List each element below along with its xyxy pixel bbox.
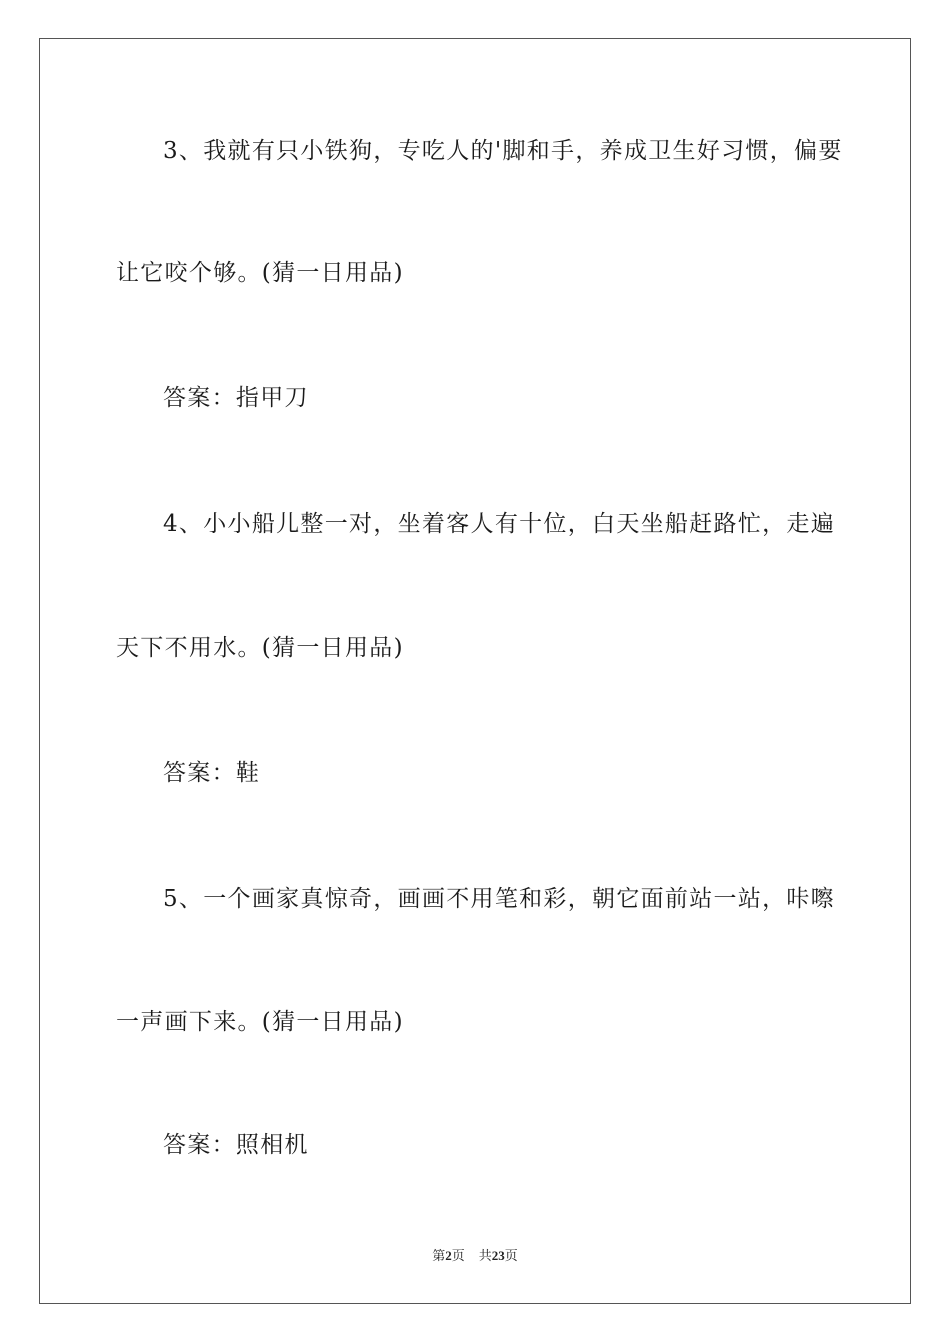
page-suffix: 页: [451, 1248, 465, 1263]
page-border: [39, 38, 911, 1304]
riddle-4-answer: 答案：鞋: [163, 760, 261, 786]
riddle-4-line-2: 天下不用水。(猜一日用品): [116, 635, 404, 661]
riddle-5-line-1: 5、一个画家真惊奇，画画不用笔和彩，朝它面前站一站，咔嚓: [163, 886, 836, 912]
page-prefix: 第: [432, 1248, 446, 1263]
total-pages: 23: [491, 1248, 505, 1263]
riddle-3-answer: 答案：指甲刀: [163, 385, 309, 411]
riddle-5-answer: 答案：照相机: [163, 1132, 309, 1158]
total-prefix: 共: [478, 1248, 492, 1263]
page-number: 2: [445, 1248, 452, 1263]
page-footer: [0, 1247, 950, 1265]
riddle-5-line-2: 一声画下来。(猜一日用品): [116, 1009, 404, 1035]
total-suffix: 页: [504, 1248, 518, 1263]
riddle-3-line-2: 让它咬个够。(猜一日用品): [116, 260, 404, 286]
riddle-4-line-1: 4、小小船儿整一对，坐着客人有十位，白天坐船赶路忙，走遍: [163, 511, 836, 537]
riddle-3-line-1: 3、我就有只小铁狗，专吃人的'脚和手，养成卫生好习惯，偏要: [163, 138, 843, 164]
